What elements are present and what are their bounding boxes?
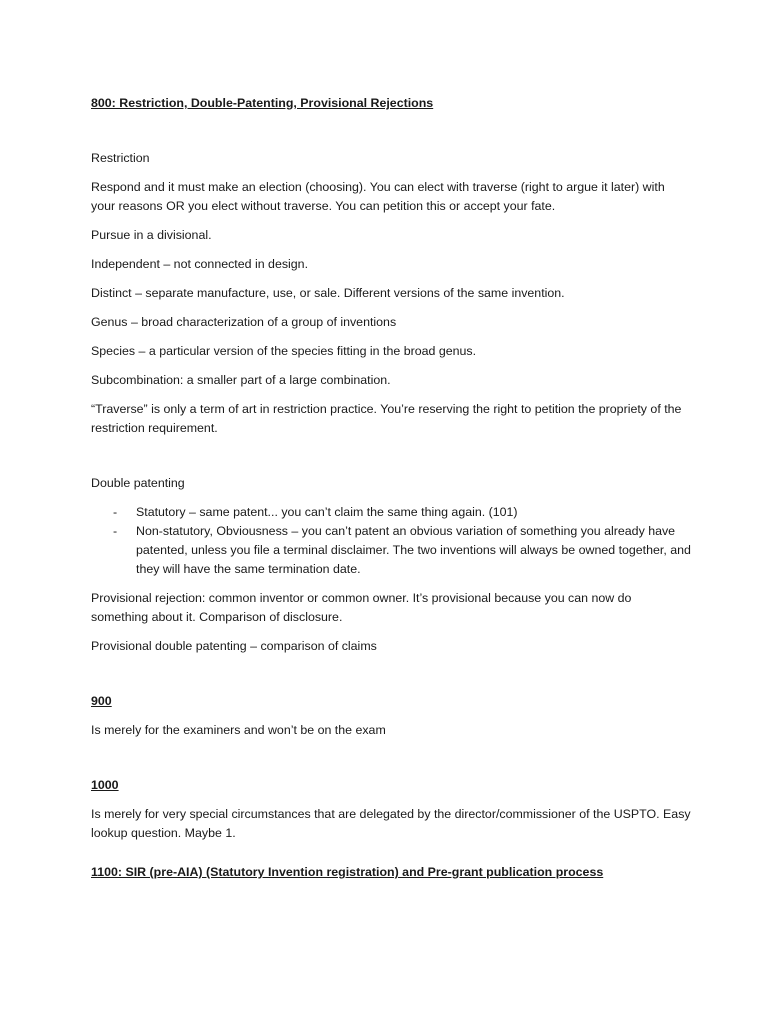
restriction-paragraph-independent: Independent – not connected in design. — [91, 257, 309, 271]
restriction-paragraph-divisional: Pursue in a divisional. — [91, 228, 212, 242]
provisional-double-patenting-paragraph: Provisional double patenting – comparison of claims — [91, 639, 377, 653]
list-item-text: Non-statutory, Obviousness – you can’t patent an obvious variation of something you already have patented, unless you file a terminal disclaimer. The two inventions will always be owned together, and they will have the same termination date. — [136, 524, 691, 576]
restriction-paragraph-election: Respond and it must make an election (choosing). You can elect with traverse (right to argue it later) with your reasons OR you elect without traverse. You can petition this or accept your fate. — [91, 180, 665, 213]
section-900-text: Is merely for the examiners and won’t be on the exam — [91, 723, 386, 737]
restriction-paragraph-genus: Genus – broad characterization of a group of inventions — [91, 315, 397, 329]
double-patenting-list — [91, 503, 691, 579]
section-1100-heading: 1100: SIR (pre-AIA) (Statutory Invention registration) and Pre-grant publication process — [91, 865, 604, 879]
dash-bullet-icon: - — [113, 505, 118, 519]
section-1000-heading: 1000 — [91, 778, 119, 792]
list-item — [91, 522, 691, 579]
list-item — [91, 503, 691, 522]
restriction-paragraph-species: Species – a particular version of the species fitting in the broad genus. — [91, 344, 477, 358]
restriction-paragraph-distinct: Distinct – separate manufacture, use, or sale. Different versions of the same invention. — [91, 286, 565, 300]
document-content — [91, 94, 691, 882]
dash-bullet-icon: - — [113, 524, 118, 538]
restriction-paragraph-subcombination: Subcombination: a smaller part of a large combination. — [91, 373, 391, 387]
restriction-title: Restriction — [91, 151, 150, 165]
section-800-heading: 800: Restriction, Double-Patenting, Provisional Rejections — [91, 96, 434, 110]
section-900-heading: 900 — [91, 694, 112, 708]
double-patenting-title: Double patenting — [91, 476, 185, 490]
provisional-rejection-paragraph: Provisional rejection: common inventor or common owner. It’s provisional because you can now do something about it. Comparison of disclosure. — [91, 591, 632, 624]
restriction-paragraph-traverse: “Traverse” is only a term of art in restriction practice. You’re reserving the right to petition the propriety of the restriction requirement. — [91, 402, 682, 435]
section-1000-text: Is merely for very special circumstances that are delegated by the director/commissioner of the USPTO. Easy lookup question. Maybe 1. — [91, 807, 691, 840]
list-item-text: Statutory – same patent... you can’t claim the same thing again. (101) — [136, 505, 518, 519]
